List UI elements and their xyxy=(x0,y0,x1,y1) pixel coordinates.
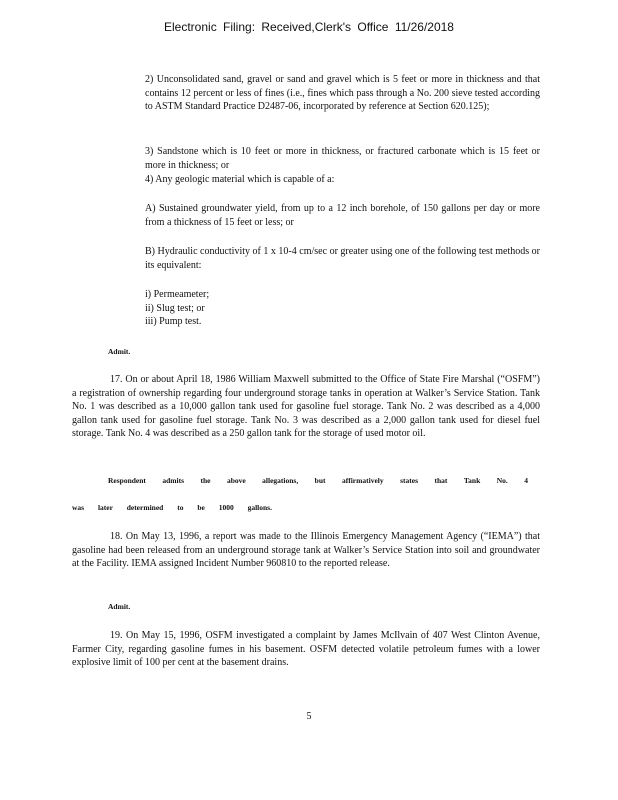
filing-header: Electronic Filing: Received,Clerk's Office 11/26/2018 xyxy=(164,20,454,34)
paragraph-19: 19. On May 15, 1996, OSFM investigated a complaint by James McIlvain of 407 West Clinton Avenue, Farmer City, regarding gasoline fumes in his basement. OSFM detected volatile petroleum fumes with a lower explosive limit of 100 per cent at the basement drains. xyxy=(72,630,540,669)
paragraph-18: 18. On May 13, 1996, a report was made to the Illinois Emergency Management Agency (“IEMA”) that gasoline had been released from an underground storage tank at Walker’s Service Station into soil and groundwater at the Facility. IEMA assigned Incident Number 960810 to the reported release. xyxy=(72,531,540,570)
item-3-sandstone: 3) Sandstone which is 10 feet or more in thickness, or fractured carbonate which is 15 feet or more in thickness; or xyxy=(145,146,540,171)
response-word: No. xyxy=(496,476,508,485)
item-b-conductivity: B) Hydraulic conductivity of 1 x 10-4 cm/sec or greater using one of the following test methods or its equivalent: xyxy=(145,246,540,271)
item-2-unconsolidated: 2) Unconsolidated sand, gravel or sand and gravel which is 5 feet or more in thickness and that contains 12 percent or less of fines (i.e., fines which pass through a No. 200 sieve tested according to ASTM Standard Practice D2487-06, incorporated by reference at Section 620.125); xyxy=(145,74,540,113)
response-word: above xyxy=(226,476,246,485)
response-admit-16: Admit. xyxy=(108,347,131,356)
response-word: but xyxy=(314,476,326,485)
response-word: 4 xyxy=(524,476,528,485)
response-word: affirmatively xyxy=(341,476,384,485)
response-word: Tank xyxy=(463,476,481,485)
item-a-yield: A) Sustained groundwater yield, from up to a 12 inch borehole, of 150 gallons per day or more from a thickness of 15 feet or less; or xyxy=(145,203,540,228)
response-word: admits xyxy=(162,476,185,485)
response-admit-18: Admit. xyxy=(108,602,131,611)
response-word: allegations, xyxy=(262,476,299,485)
response-17-continued: was later determined to be 1000 gallons. xyxy=(72,503,272,512)
response-17 xyxy=(108,476,528,485)
response-word: Respondent xyxy=(108,476,146,485)
page-number: 5 xyxy=(306,711,312,722)
method-item: iii) Pump test. xyxy=(145,316,202,328)
item-4-geologic: 4) Any geologic material which is capable of a: xyxy=(145,174,335,185)
response-word: that xyxy=(434,476,448,485)
response-word: states xyxy=(400,476,418,485)
test-methods-list xyxy=(145,288,540,329)
response-word: the xyxy=(200,476,211,485)
method-item: i) Permeameter; xyxy=(145,289,210,300)
paragraph-17: 17. On or about April 18, 1986 William Maxwell submitted to the Office of State Fire Marshal (“OSFM”) a registration of ownership regarding four underground storage tanks in operation at Walker’s Service Station. Tank No. 1 was described as a 10,000 gallon tank used for gasoline fuel storage. Tank No. 2 was described as a 4,000 gallon tank used for gasoline fuel storage. Tank No. 3 was described as a 2,000 gallon tank used for diesel fuel storage. Tank No. 4 was described as a 250 gallon tank for the storage of used motor oil. xyxy=(72,374,540,440)
method-item: ii) Slug test; or xyxy=(145,302,205,314)
